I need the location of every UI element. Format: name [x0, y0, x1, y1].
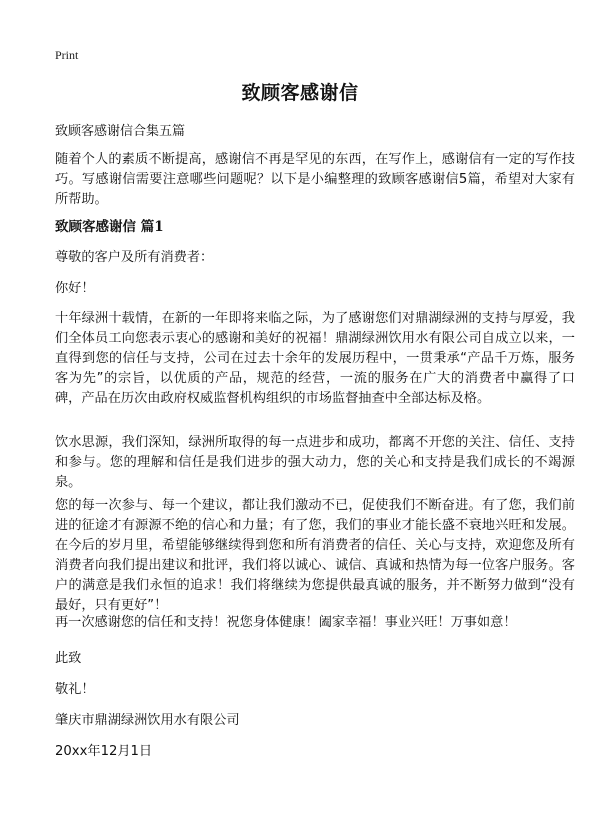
body-paragraph-4: 再一次感谢您的信任和支持！祝您身体健康！阖家幸福！事业兴旺！万事如意！ — [55, 615, 517, 630]
closing-line-2: 敬礼！ — [55, 682, 95, 697]
salutation: 尊敬的客户及所有消费者： — [55, 250, 214, 265]
greeting: 你好！ — [55, 281, 95, 296]
section-heading: 致顾客感谢信 篇1 — [55, 219, 164, 235]
body-paragraph-1: 十年绿洲十载情，在新的一年即将来临之际，为了感谢您们对鼎湖绿洲的支持与厚爱，我们全体员工向您表示衷心的感谢和美好的祝福！鼎湖绿洲饮用水有限公司自成立以来，一直得到您的信任与支持，公司在过去十余年的发展历程中，一贯秉承“产品千万炼，服务客为先”的宗旨，以优质的产品，规范的经营，一流的服务在广大的消费者中赢得了口碑，产品在历次由政府权威监督机构组织的市场监督抽查中全部达标及格。 — [55, 311, 575, 406]
signature: 肇庆市鼎湖绿洲饮用水有限公司 — [55, 713, 240, 728]
body-paragraph-2: 饮水思源，我们深知，绿洲所取得的每一点进步和成功，都离不开您的关注、信任、支持和参与。您的理解和信任是我们进步的强大动力，您的关心和支持是我们成长的不竭源泉。 — [55, 435, 575, 490]
document-title: 致顾客感谢信 — [241, 82, 359, 104]
document-subtitle: 致顾客感谢信合集五篇 — [55, 124, 186, 139]
intro-paragraph: 随着个人的素质不断提高，感谢信不再是罕见的东西，在写作上，感谢信有一定的写作技巧。写感谢信需要注意哪些问题呢？以下是小编整理的致顾客感谢信5篇，希望对大家有所帮助。 — [55, 152, 575, 207]
print-link[interactable]: Print — [55, 48, 79, 62]
closing-line-1: 此致 — [55, 651, 82, 666]
date: 20xx年12月1日 — [55, 744, 153, 759]
body-paragraph-3: 您的每一次参与、每一个建议，都让我们激动不已，促使我们不断奋进。有了您，我们前进的征途才有源源不绝的信心和力量；有了您，我们的事业才能长盛不衰地兴旺和发展。在今后的岁月里，希望能够继续得到您和所有消费者的信任、关心与支持，欢迎您及所有消费者向我们提出建议和批评，我们将以诚心、诚信、真诚和热情为每一位客户服务。客户的满意是我们永恒的追求！我们将继续为您提供最真诚的服务，并不断努力做到“没有最好，只有更好”！ — [55, 498, 575, 613]
